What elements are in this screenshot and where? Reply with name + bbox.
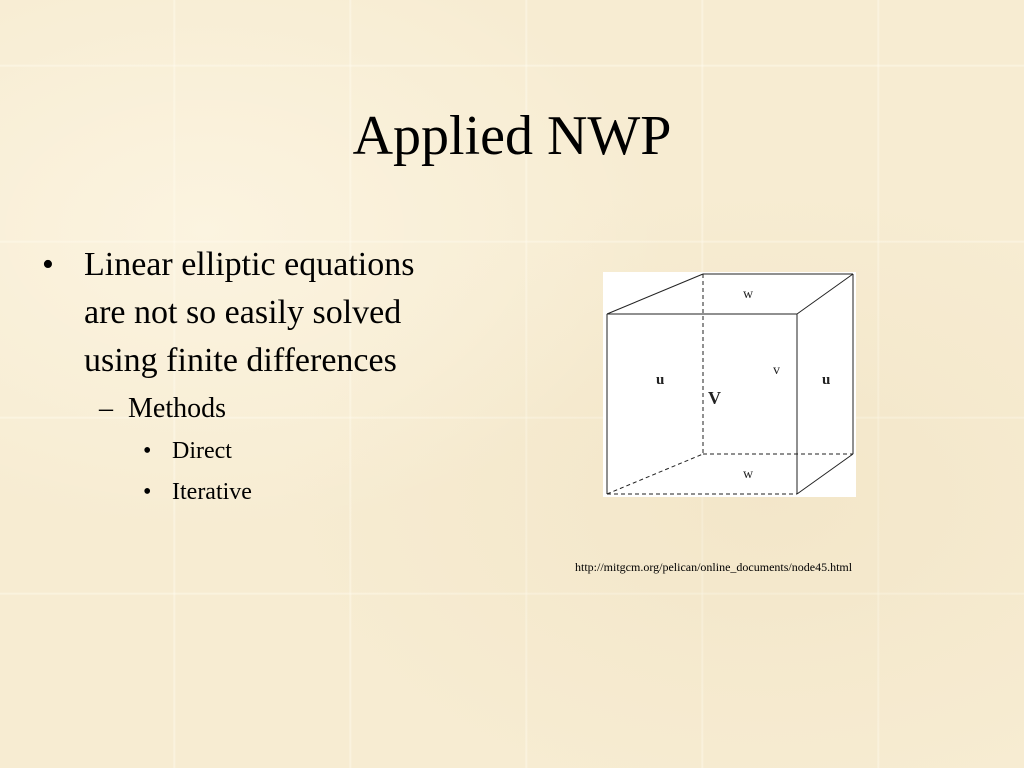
- source-url[interactable]: http://mitgcm.org/pelican/online_documents/node45.html: [575, 560, 853, 574]
- bullet-item: [42, 241, 442, 385]
- slide-title: Applied NWP: [352, 105, 672, 167]
- sub-sub-bullet-text: Iterative: [172, 479, 252, 505]
- bullet-marker: •: [143, 479, 152, 505]
- bullet-text: Linear elliptic equations are not so easily solved using finite differences: [84, 246, 415, 379]
- sub-sub-bullet-text: Direct: [172, 438, 232, 464]
- label-u-left: u: [656, 372, 665, 388]
- sub-bullet-item: [99, 387, 442, 431]
- sub-sub-bullet-item: [143, 472, 442, 513]
- diagram-background: [603, 272, 856, 497]
- label-u-right: u: [822, 372, 831, 388]
- label-v-back: v: [773, 363, 780, 378]
- bullet-list: [42, 241, 442, 513]
- sub-sub-bullet-item: [143, 431, 442, 472]
- label-w-bottom: w: [743, 467, 754, 482]
- label-v-front: V: [708, 388, 721, 408]
- sub-bullet-text: Methods: [128, 393, 226, 424]
- bullet-marker: •: [143, 438, 152, 464]
- label-w-top: w: [743, 287, 754, 302]
- dash-marker: –: [99, 393, 113, 424]
- finite-volume-cell-diagram: [603, 272, 856, 497]
- bullet-marker: •: [42, 246, 54, 283]
